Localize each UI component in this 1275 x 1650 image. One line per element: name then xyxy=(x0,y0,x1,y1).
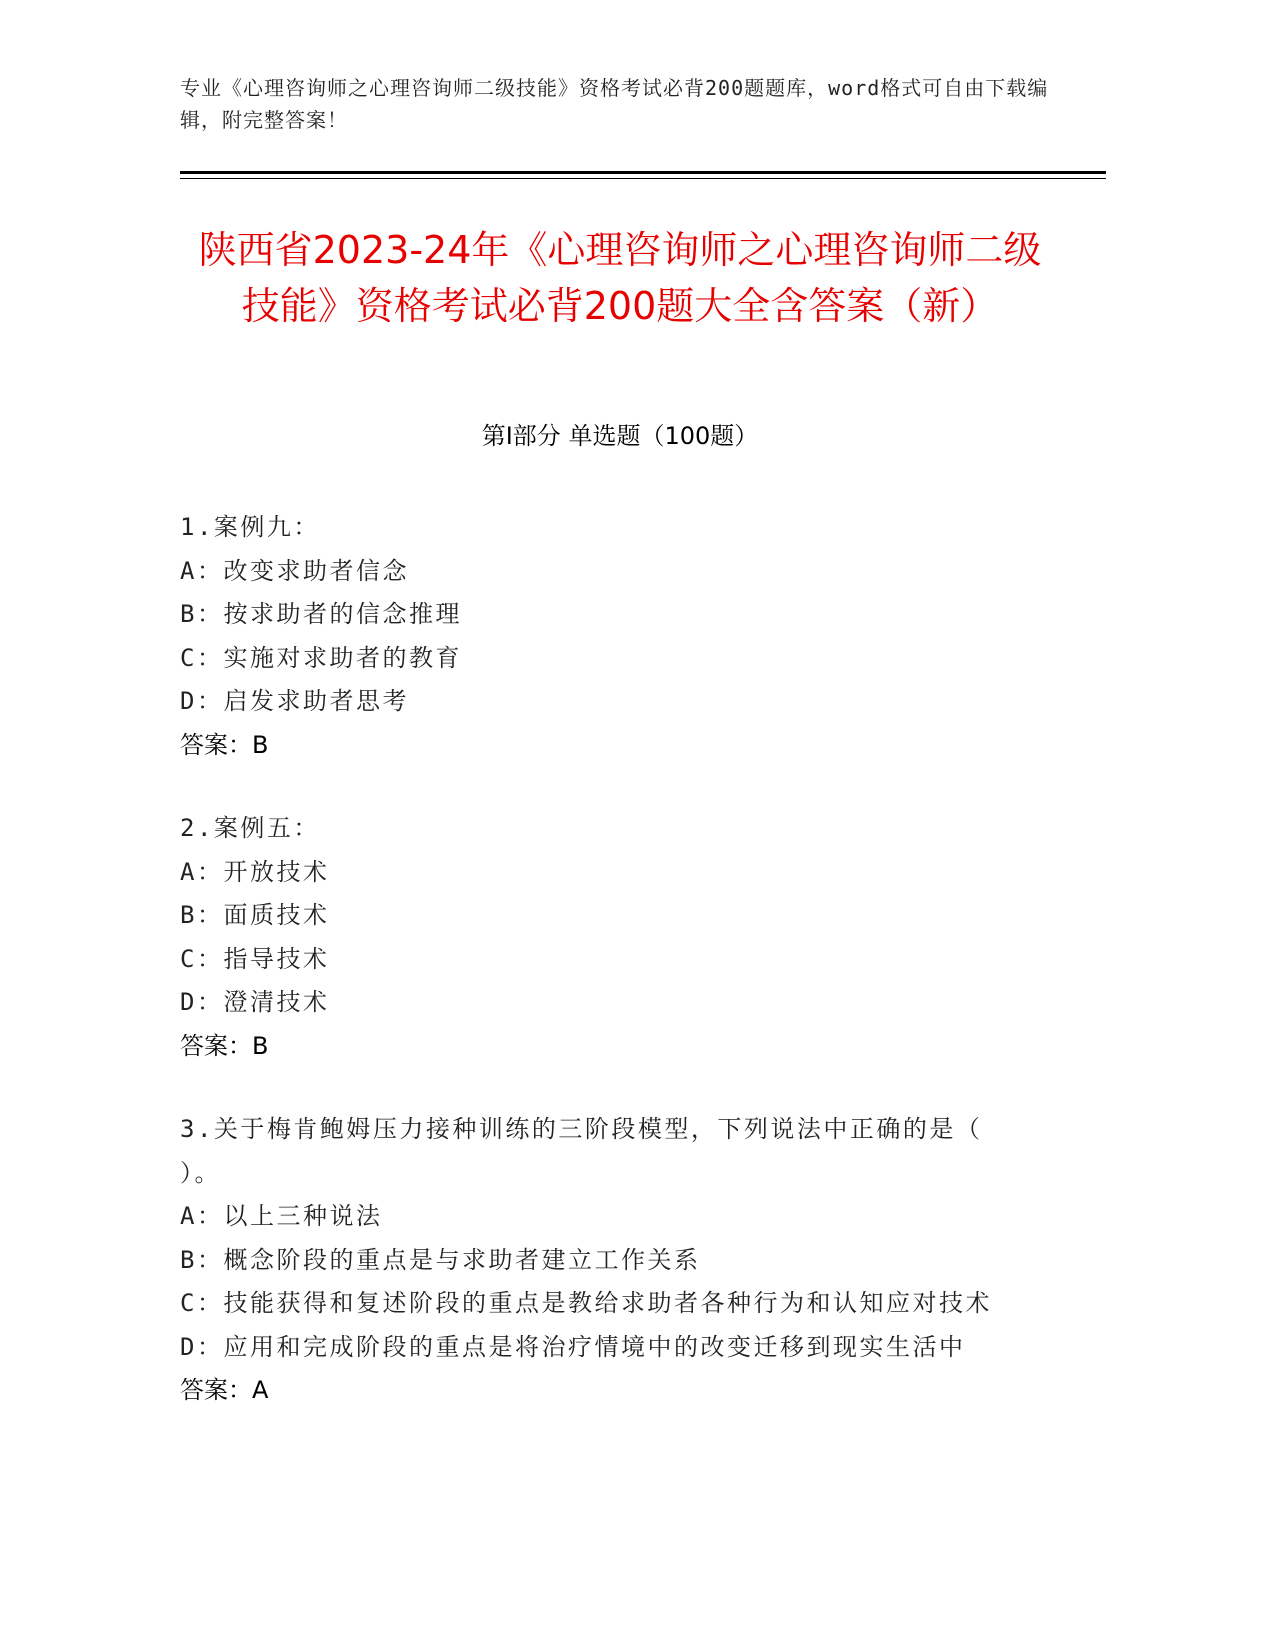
answer-text: 答案：A xyxy=(180,1376,269,1404)
question-list xyxy=(180,506,1080,1453)
option-a: A：改变求助者信念 xyxy=(180,556,409,585)
option-c: C：技能获得和复述阶段的重点是教给求助者各种行为和认知应对技术 xyxy=(180,1289,992,1317)
question-item xyxy=(180,506,1080,767)
option-d: D：启发求助者思考 xyxy=(180,687,409,715)
option-d: D：应用和完成阶段的重点是将治疗情境中的改变迁移到现实生活中 xyxy=(180,1332,966,1361)
option-b: B：按求助者的信念推理 xyxy=(180,600,462,628)
option-a: A：开放技术 xyxy=(180,857,330,886)
option-b: B：面质技术 xyxy=(180,901,330,929)
question-stem: 3.关于梅肯鲍姆压力接种训练的三阶段模型，下列说法中正确的是（ xyxy=(180,1115,983,1143)
question-stem: 1.案例九： xyxy=(180,513,320,541)
option-b: B：概念阶段的重点是与求助者建立工作关系 xyxy=(180,1245,701,1274)
document-header-text: 专业《心理咨询师之心理咨询师二级技能》资格考试必背200题题库，word格式可自由下载编辑，附完整答案！ xyxy=(180,76,1049,132)
question-item xyxy=(180,807,1080,1068)
option-a: A：以上三种说法 xyxy=(180,1202,383,1230)
answer-text: 答案：B xyxy=(180,730,269,759)
question-stem: 2.案例五： xyxy=(180,814,320,842)
answer-text: 答案：B xyxy=(180,1031,269,1060)
header-divider-thick xyxy=(180,171,1106,174)
document-title: 陕西省2023-24年《心理咨询师之心理咨询师二级技能》资格考试必背200题大全含答案（新） xyxy=(198,228,1042,328)
question-item xyxy=(180,1108,1080,1413)
question-stem-continued: ）。 xyxy=(180,1158,221,1187)
section-title: 第Ⅰ部分 单选题（100题） xyxy=(481,422,759,450)
option-c: C：指导技术 xyxy=(180,944,330,973)
option-c: C：实施对求助者的教育 xyxy=(180,643,462,672)
header-divider-thin xyxy=(180,178,1106,179)
option-d: D：澄清技术 xyxy=(180,988,330,1016)
